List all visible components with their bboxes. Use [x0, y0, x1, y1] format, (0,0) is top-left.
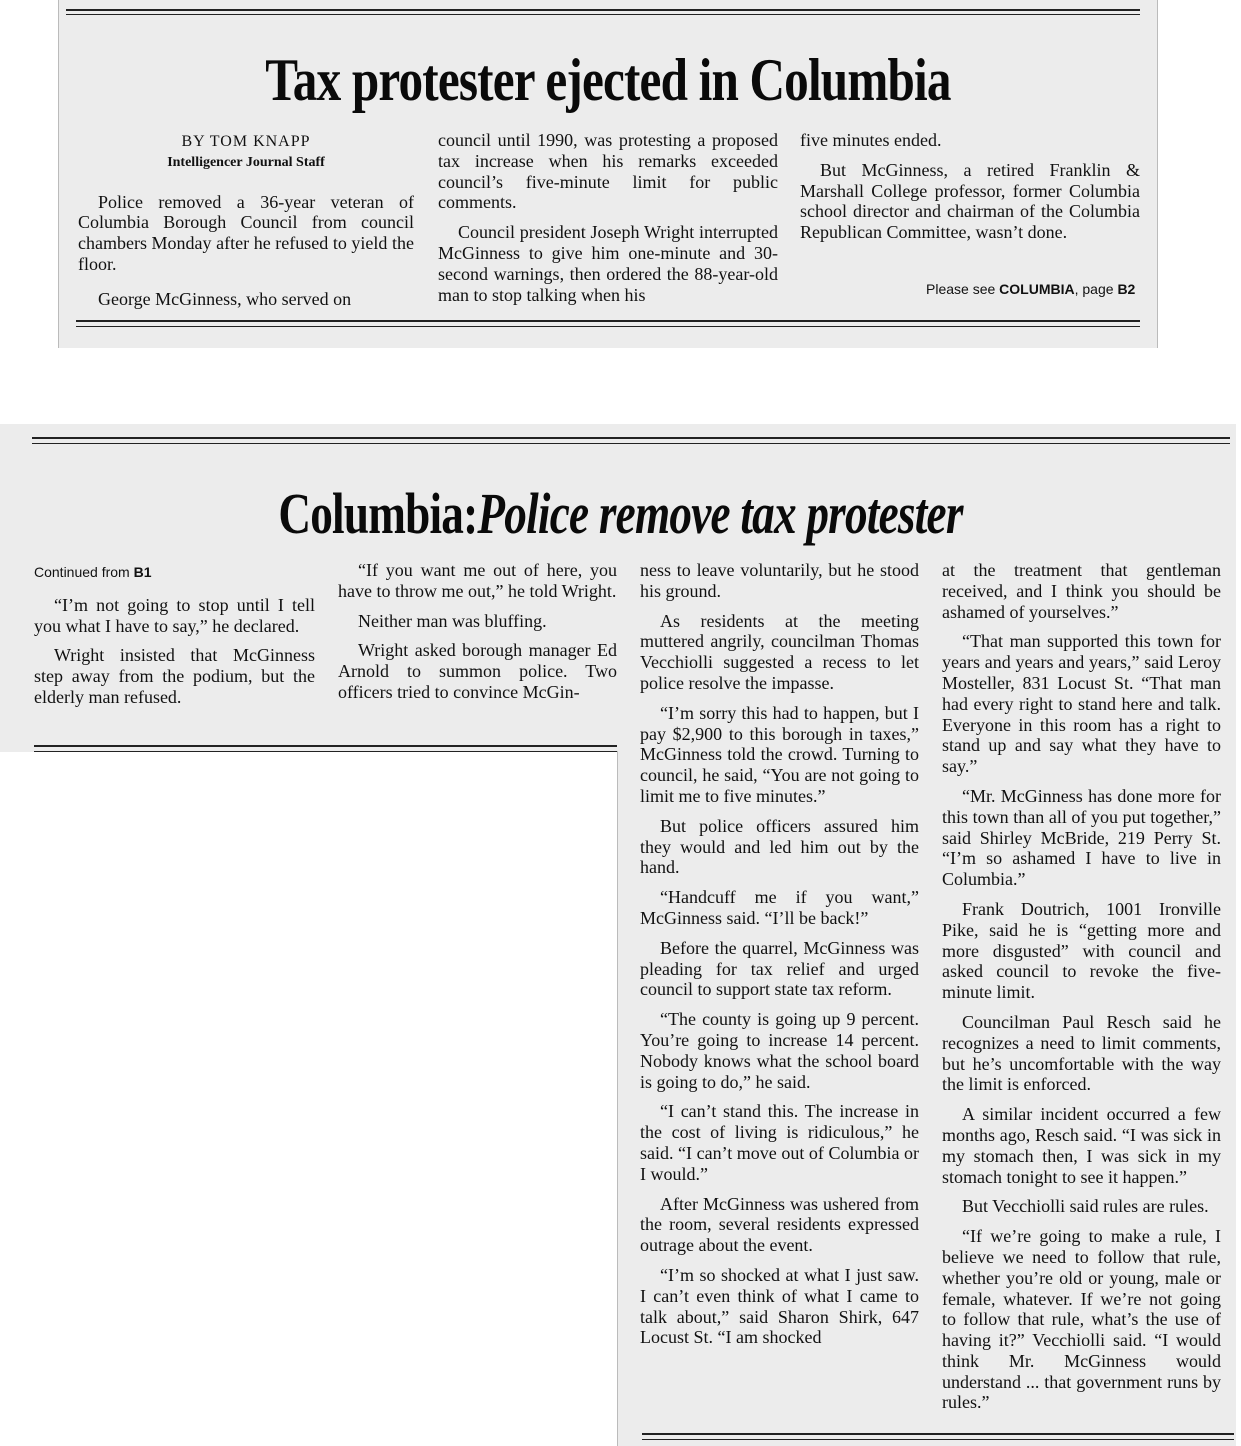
story2-paragraph: “If we’re going to make a rule, I believe we need to follow that rule, whether you’re old or young, male or female, whatever. If we’re not going to follow that rule, what’s the use of having it?” Vecchiolli said. “I would think Mr. McGinness would understand ... that government runs by rules.”	[942, 1226, 1221, 1413]
story1-column-3	[800, 130, 1140, 252]
top-rule	[32, 437, 1230, 439]
bottom-rule-thin	[642, 1439, 1234, 1440]
headline-story1: Tax protester ejected in Columbia	[265, 47, 951, 113]
story1-column-1	[78, 132, 414, 319]
column-end-rule-thin	[34, 751, 617, 752]
continued-line	[34, 562, 315, 583]
story2-paragraph: ness to leave voluntarily, but he stood his ground.	[640, 560, 919, 601]
story1-paragraph: Council president Joseph Wright interrupted McGinness to give him one-minute and 30-second warnings, then ordered the 88-year-old man to stop talking when his	[438, 222, 778, 305]
story1-paragraph: Police removed a 36-year veteran of Columbia Borough Council from council chambers Monday after he refused to yield the floor.	[78, 191, 414, 274]
jump-page-prefix: , page	[1074, 281, 1118, 297]
story2-paragraph: Wright asked borough manager Ed Arnold to summon police. Two officers tried to convince McGin-	[338, 640, 617, 702]
continued-page: B1	[133, 564, 152, 580]
byline-name: BY TOM KNAPP	[181, 133, 311, 150]
story1-paragraph: But McGinness, a retired Franklin & Marshall College professor, former Columbia school director and chairman of the Columbia Republican Committee, wasn’t done.	[800, 159, 1140, 243]
top-rule-thin	[66, 14, 1140, 15]
story1-paragraph: George McGinness, who served on	[98, 288, 352, 309]
story2-paragraph: After McGinness was ushered from the room, several residents expressed outrage about the event.	[640, 1193, 919, 1256]
story2-paragraph: “Handcuff me if you want,” McGinness said. “I’ll be back!”	[640, 887, 919, 928]
bottom-rule	[76, 320, 1140, 322]
story2-paragraph: Councilman Paul Resch said he recognizes a need to limit comments, but he’s uncomfortable with the way the limit is enforced.	[942, 1011, 1221, 1095]
story2-paragraph: Neither man was bluffing.	[358, 610, 547, 631]
story2-paragraph: “I’m sorry this had to happen, but I pay $2,900 to this borough in taxes,” McGinness told the crowd. Turning to council, he said, “You are not going to limit me to five minutes.”	[640, 702, 919, 806]
bottom-rule-thin	[76, 326, 1140, 327]
story2-paragraph: at the treatment that gentleman received, and I think you should be ashamed of yourselves.”	[942, 560, 1221, 622]
story2-paragraph: Frank Doutrich, 1001 Ironville Pike, said he is “getting more and more disgusted” with council and asked council to revoke the five-minute limit.	[942, 898, 1221, 1003]
story2-paragraph: “If you want me out of here, you have to throw me out,” he told Wright.	[338, 560, 617, 601]
jump-prefix: Please see	[926, 281, 1000, 297]
story2-paragraph: “I can’t stand this. The increase in the cost of living is ridiculous,” he said. “I can’t move out of Columbia or I would.”	[640, 1101, 919, 1184]
byline	[78, 132, 414, 174]
story2-paragraph: “I’m so shocked at what I just saw. I can’t even think of what I came to talk about,” said Sharon Shirk, 647 Locust St. “I am shocked	[640, 1264, 919, 1348]
story2-paragraph: “The county is going up 9 percent. You’re going to increase 14 percent. Nobody knows what the school board is going to do,” he said.	[640, 1009, 919, 1092]
story2-column-2	[338, 560, 617, 712]
column-end-rule	[34, 745, 617, 747]
story2-column-4	[942, 560, 1221, 1422]
story2-column-3	[640, 560, 919, 1357]
story1-column-2	[438, 130, 778, 314]
story2-paragraph: “That man supported this town for years and years and years,” said Leroy Mosteller, 831 Locust St. “That man had every right to stand here and talk. Everyone in this room has a right to stand up and say what they have to say.”	[942, 631, 1221, 777]
story2-paragraph: But Vecchiolli said rules are rules.	[962, 1196, 1209, 1217]
story2-paragraph: “Mr. McGinness has done more for this town than all of you put together,” said Shirley McBride, 219 Perry St. “I’m so ashamed I have to live in Columbia.”	[942, 785, 1221, 890]
story1-paragraph: council until 1990, was protesting a proposed tax increase when his remarks exceeded council’s five-minute limit for public comments.	[438, 130, 778, 213]
top-rule	[66, 9, 1140, 11]
story2-paragraph: Wright insisted that McGinness step away from the podium, but the elderly man refused.	[34, 645, 315, 707]
story2-paragraph: “I’m not going to stop until I tell you what I have to say,” he declared.	[34, 594, 315, 636]
headline-main: Columbia:	[278, 481, 478, 546]
headline-italic: Police remove tax protester	[477, 481, 963, 546]
bottom-rule	[642, 1433, 1234, 1435]
top-rule-thin	[32, 443, 1230, 444]
headline-story2	[137, 480, 1105, 547]
story2-paragraph: A similar incident occurred a few months ago, Resch said. “I was sick in my stomach then, I was sick in my stomach tonight to see it happen.”	[942, 1104, 1221, 1187]
continued-prefix: Continued from	[34, 564, 134, 580]
story2-paragraph: Before the quarrel, McGinness was pleading for tax relief and urged council to support state tax reform.	[640, 937, 919, 1000]
byline-staff: Intelligencer Journal Staff	[167, 154, 325, 170]
story2-paragraph: But police officers assured him they would and led him out by the hand.	[640, 815, 919, 878]
story2-column-1	[34, 562, 315, 717]
story2-paragraph: As residents at the meeting muttered angrily, councilman Thomas Vecchiolli suggested a recess to let police resolve the impasse.	[640, 610, 919, 693]
jump-page: B2	[1117, 281, 1136, 297]
jump-line	[926, 281, 1135, 297]
story1-paragraph: five minutes ended.	[800, 130, 942, 150]
jump-section: COLUMBIA	[999, 281, 1075, 297]
